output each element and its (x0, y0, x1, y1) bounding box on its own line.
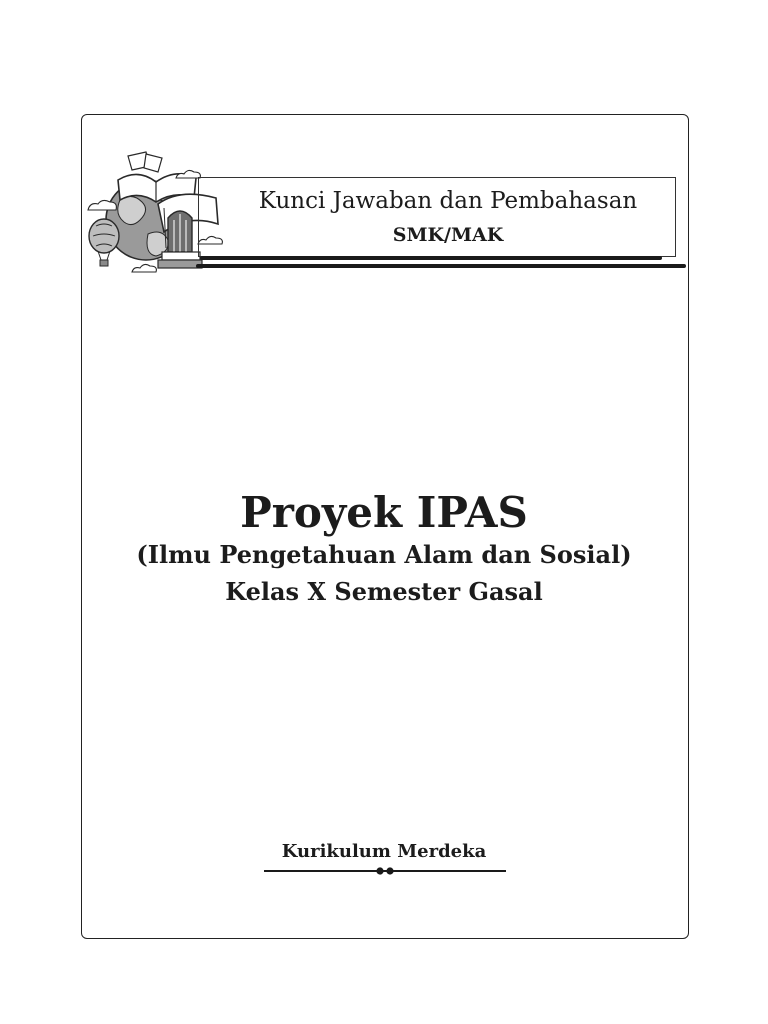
header-underline-secondary (196, 264, 686, 268)
book-title: Proyek IPAS (240, 488, 528, 537)
header-subtitle: SMK/MAK (392, 224, 504, 246)
curriculum-label: Kurikulum Merdeka (281, 841, 487, 862)
book-subtitle: (Ilmu Pengetahuan Alam dan Sosial) (136, 540, 632, 569)
header-underline (200, 256, 662, 260)
header-title: Kunci Jawaban dan Pembahasan (258, 188, 638, 214)
double-dot-divider-icon (264, 864, 506, 878)
book-grade: Kelas X Semester Gasal (225, 577, 543, 606)
